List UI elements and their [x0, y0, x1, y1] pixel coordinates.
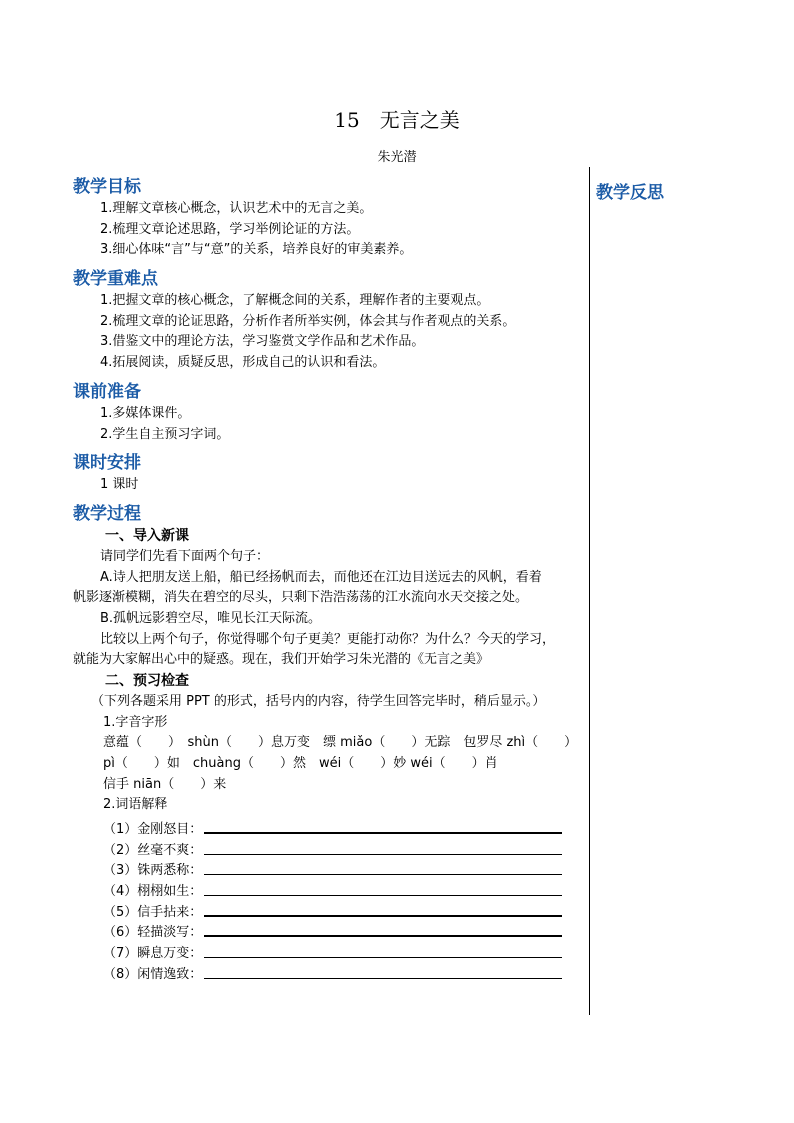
term-label: （3）铢两悉称：	[103, 863, 203, 879]
term-row	[73, 899, 585, 920]
goal-item: 1.理解文章核心概念，认识艺术中的无言之美。	[100, 201, 373, 216]
reflection-heading: 教学反思	[596, 183, 664, 203]
lesson-number: 15	[334, 108, 360, 132]
term-label: （7）瞬息万变：	[103, 945, 203, 961]
prep-item: 2.学生自主预习字词。	[100, 426, 230, 442]
term-label: （6）轻描淡写：	[103, 925, 203, 941]
intro-line: A.诗人把朋友送上船，船已经扬帆而去，而他还在江边目送远去的风帆，看着	[100, 569, 542, 585]
part2-subheading: 二、预习检查	[105, 673, 189, 689]
goals-heading: 教学目标	[73, 177, 141, 197]
term-label: （4）栩栩如生：	[103, 883, 203, 899]
q1-title: 1.字音字形	[103, 714, 168, 730]
answer-line[interactable]	[204, 935, 562, 937]
answer-line[interactable]	[204, 915, 562, 917]
goal-item: 2.梳理文章论述思路，学习举例论证的方法。	[100, 221, 360, 237]
answer-line[interactable]	[204, 832, 562, 834]
intro-line: B.孤帆远影碧空尽，唯见长江天际流。	[100, 610, 322, 626]
goal-item: 3.细心体味“言”与“意”的关系，培养良好的审美素养。	[100, 242, 413, 258]
pinyin-row: 意蕴（ ） shùn（ ）息万变 缥 miǎo（ ）无踪 包罗尽 zhì（ ）	[103, 735, 578, 751]
intro-line: 比较以上两个句子，你觉得哪个句子更美？更能打动你？为什么？今天的学习，	[100, 631, 556, 647]
term-label: （8）闲情逸致：	[103, 966, 203, 982]
main-content	[73, 176, 585, 982]
term-label: （5）信手拈来：	[103, 904, 203, 920]
term-row	[73, 878, 585, 899]
intro-line: 帆影逐渐模糊，消失在碧空的尽头，只剩下浩浩荡荡的江水流向水天交接之处。	[73, 590, 529, 606]
q2-title: 2.词语解释	[103, 797, 168, 813]
answer-line[interactable]	[204, 874, 562, 875]
term-label: （1）金刚怒目：	[103, 821, 203, 837]
term-row	[73, 837, 585, 858]
term-row	[73, 940, 585, 961]
term-label: （2）丝毫不爽：	[103, 842, 203, 858]
term-row	[73, 961, 585, 982]
schedule-item: 1 课时	[100, 477, 139, 493]
intro-line: 就能为大家解出心中的疑惑。现在，我们开始学习朱光潜的《无言之美》	[73, 652, 490, 668]
process-heading: 教学过程	[73, 503, 141, 524]
ppt-note: （下列各题采用 PPT 的形式，括号内的内容，待学生回答完毕时，稍后显示。）	[91, 694, 546, 709]
column-divider	[589, 167, 590, 1015]
key-point-item: 3.借鉴文中的理论方法，学习鉴赏文学作品和艺术作品。	[100, 334, 425, 350]
prep-heading: 课前准备	[73, 381, 141, 402]
answer-line[interactable]	[204, 895, 562, 896]
answer-line[interactable]	[204, 854, 562, 855]
term-row	[73, 816, 585, 837]
prep-item: 1.多媒体课件。	[100, 405, 191, 421]
pinyin-row: pì（ ）如 chuàng（ ）然 wéi（ ）妙 wéi（ ）肖	[103, 756, 498, 772]
pinyin-row: 信手 niān（ ）来	[103, 776, 227, 792]
intro-line: 请同学们先看下面两个句子：	[100, 548, 270, 564]
page-title	[0, 104, 794, 133]
key-points-heading: 教学重难点	[73, 269, 158, 290]
key-point-item: 1.把握文章的核心概念，了解概念间的关系，理解作者的主要观点。	[100, 293, 490, 309]
answer-line[interactable]	[204, 978, 562, 979]
term-row	[73, 858, 585, 879]
answer-line[interactable]	[204, 957, 562, 958]
key-point-item: 2.梳理文章的论证思路，分析作者所举实例，体会其与作者观点的关系。	[100, 313, 516, 329]
schedule-heading: 课时安排	[73, 453, 141, 474]
lesson-title: 无言之美	[379, 108, 460, 132]
part1-subheading: 一、导入新课	[105, 527, 189, 544]
author: 朱光潜	[377, 150, 417, 165]
term-row	[73, 920, 585, 941]
key-point-item: 4.拓展阅读，质疑反思，形成自己的认识和看法。	[100, 355, 386, 371]
